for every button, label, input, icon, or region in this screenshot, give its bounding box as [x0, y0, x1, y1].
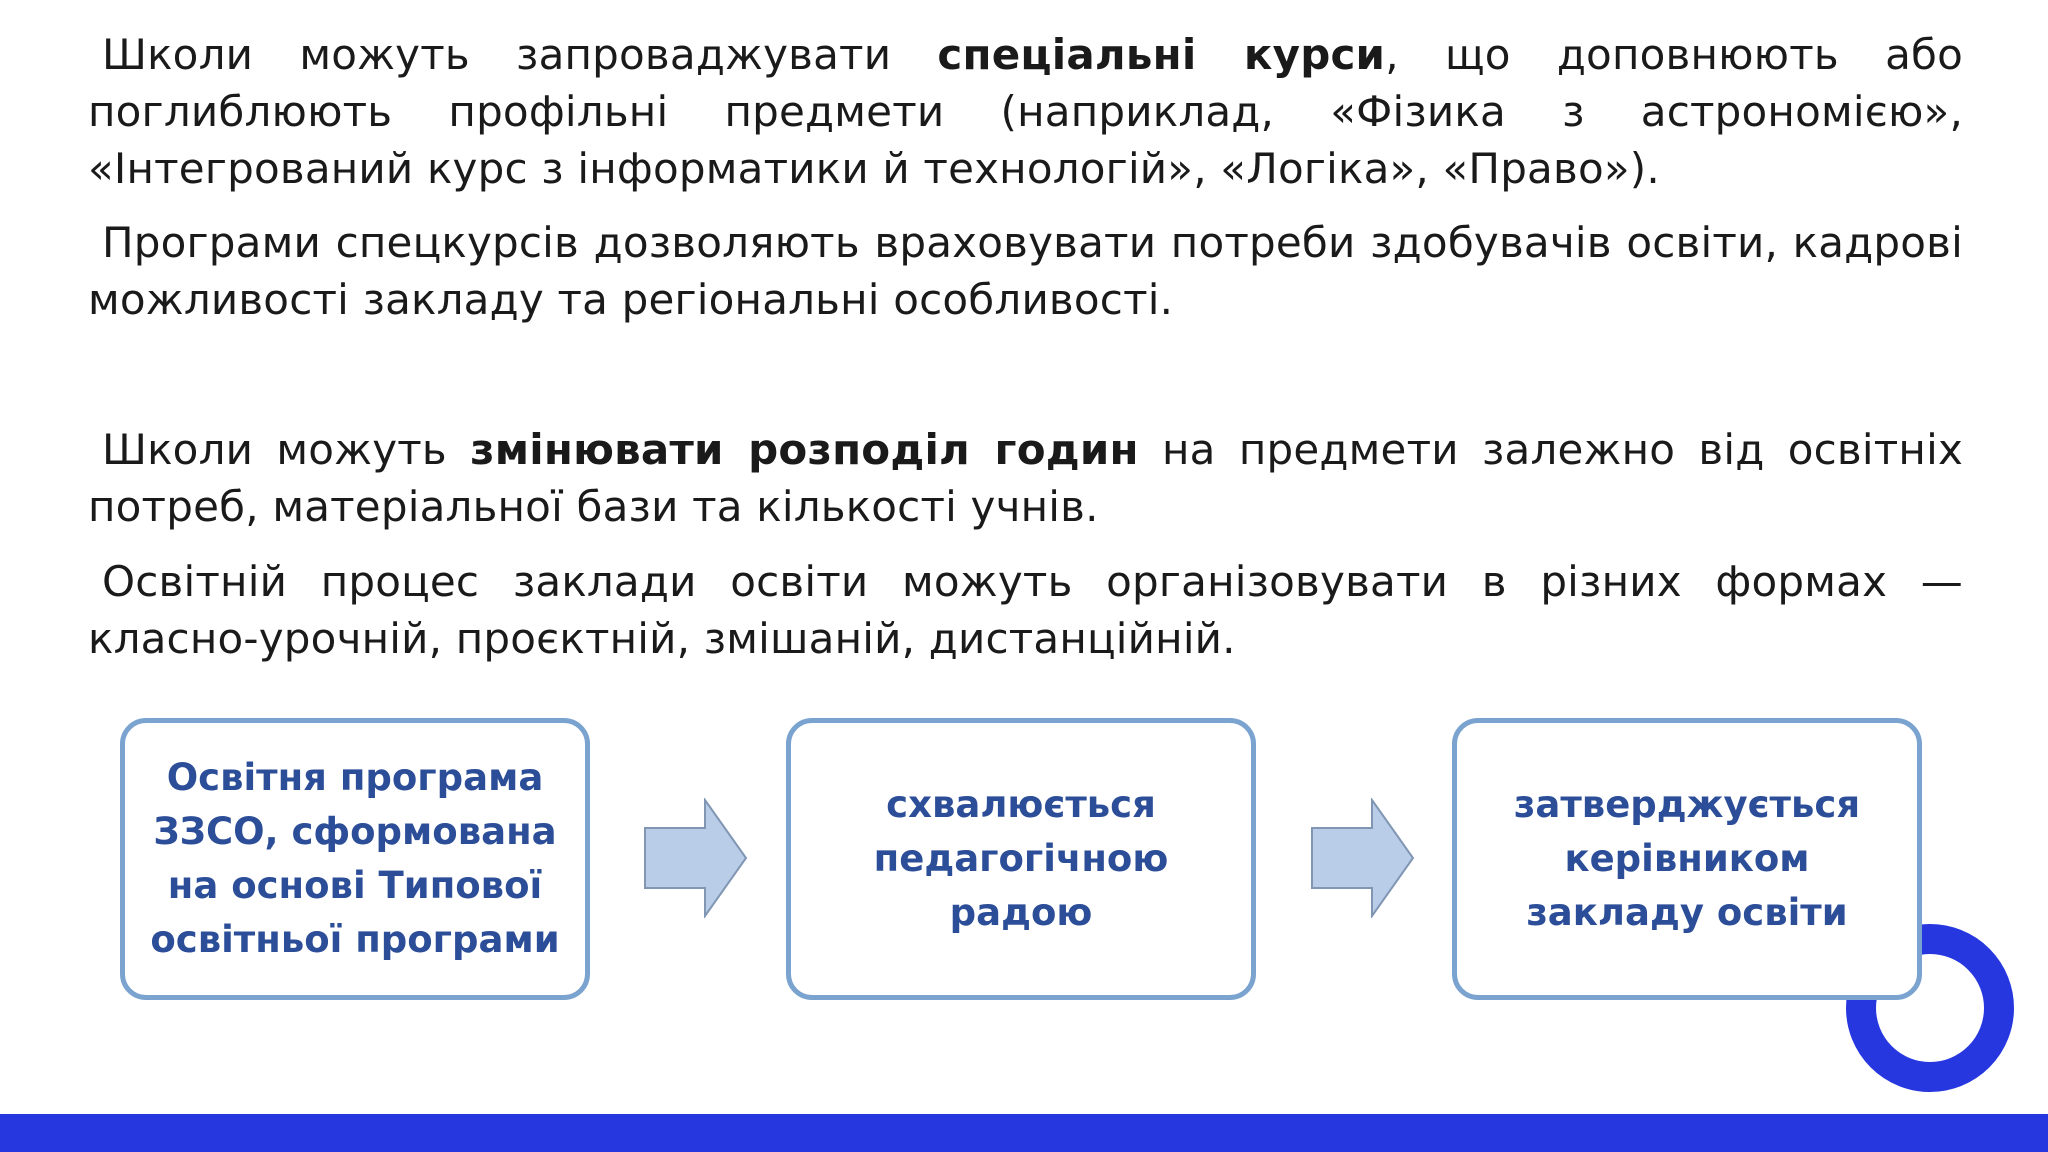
flow-step-program — [120, 718, 590, 1000]
paragraph-text: Школи можуть запроваджувати — [102, 30, 938, 79]
paragraph-text: Освітній процес заклади освіти можуть організовувати в різних формах — класно-урочній, проєктній, змішаній, дистанційній. — [88, 557, 1963, 663]
flow-step-confirmed — [1452, 718, 1922, 1000]
arrow-right-icon — [643, 798, 749, 918]
paragraph-text: , що доповнюють або поглиблюють профільні предмети (наприклад, «Фізика з астрономією», «Інтегрований курс з інформатики й технологій», «Логіка», «Право»). — [88, 30, 1964, 193]
paragraph-text: Школи можуть — [102, 425, 471, 474]
paragraph-special-courses — [88, 26, 1963, 197]
paragraph-bold-text: спеціальні курси — [937, 30, 1386, 79]
paragraph-text: на предмети залежно від освітніх потреб, матеріальної бази та кількості учнів. — [88, 425, 1963, 531]
flow-step-label: схвалюється педагогічною радою — [873, 783, 1169, 934]
paragraph-bold-text: змінювати розподіл годин — [470, 425, 1139, 474]
bottom-accent-bar — [0, 1114, 2048, 1152]
paragraph-special-course-programs — [88, 214, 1963, 328]
paragraph-learning-forms — [88, 553, 1963, 667]
flow-step-label: затверджується керівником закладу освіти — [1513, 783, 1861, 934]
flow-step-label: Освітня програма ЗЗСО, сформована на основі Типової освітньої програми — [150, 756, 560, 961]
flow-step-approved — [786, 718, 1256, 1000]
paragraph-text: Програми спецкурсів дозволяють враховувати потреби здобувачів освіти, кадрові можливості закладу та регіональні особливості. — [88, 218, 1963, 324]
paragraph-hours-distribution — [88, 421, 1963, 535]
arrow-right-icon — [1310, 798, 1416, 918]
